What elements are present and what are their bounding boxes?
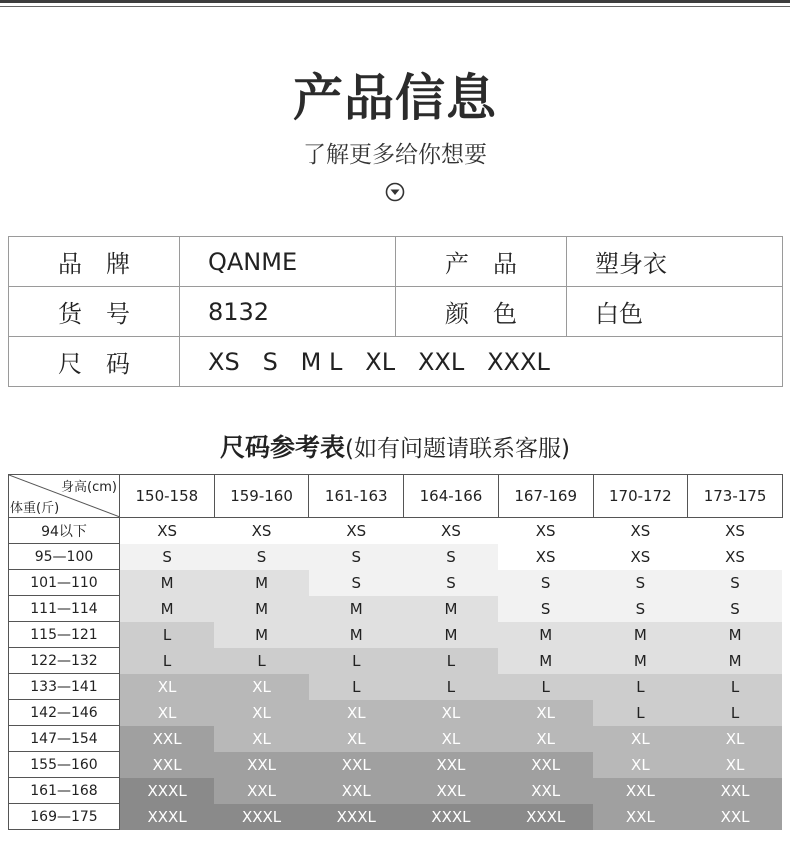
size-cell: XL (498, 726, 593, 752)
size-reference-table (8, 474, 783, 830)
product-label: 产 品 (396, 237, 567, 287)
size-cell: S (593, 596, 688, 622)
size-cell: S (498, 596, 593, 622)
size-cell: XXL (498, 752, 593, 778)
table-row (9, 700, 783, 726)
weight-row-label: 133—141 (9, 674, 120, 700)
size-cell: S (688, 570, 783, 596)
size-cell: XS (593, 518, 688, 544)
size-cell: L (120, 622, 215, 648)
size-cell: XXL (404, 778, 499, 804)
table-row (9, 518, 783, 544)
size-cell: XXXL (309, 804, 404, 830)
size-label: 尺 码 (9, 337, 180, 387)
size-cell: M (688, 622, 783, 648)
weight-row-label: 169—175 (9, 804, 120, 830)
size-cell: M (593, 622, 688, 648)
size-cell: M (688, 648, 783, 674)
info-row (9, 337, 783, 387)
size-cell: S (404, 544, 499, 570)
size-cell: L (688, 674, 783, 700)
size-cell: XL (120, 674, 215, 700)
size-cell: M (214, 622, 309, 648)
size-cell: XXXL (404, 804, 499, 830)
size-cell: L (214, 648, 309, 674)
size-cell: XXL (214, 752, 309, 778)
size-cell: L (309, 648, 404, 674)
size-cell: XS (593, 544, 688, 570)
info-row (9, 237, 783, 287)
size-cell: L (309, 674, 404, 700)
size-cell: S (309, 570, 404, 596)
size-cell: XXL (214, 778, 309, 804)
table-row (9, 570, 783, 596)
size-cell: L (593, 700, 688, 726)
chevron-down-circle-icon (385, 182, 405, 202)
size-cell: XL (404, 726, 499, 752)
size-cell: XL (593, 752, 688, 778)
table-row (9, 648, 783, 674)
height-axis-label: 身高(cm) (61, 480, 117, 495)
size-chart-title-note: (如有问题请联系客服) (345, 436, 570, 462)
size-cell: L (593, 674, 688, 700)
table-row (9, 674, 783, 700)
weight-row-label: 111—114 (9, 596, 120, 622)
weight-row-label: 122—132 (9, 648, 120, 674)
size-cell: XL (688, 752, 783, 778)
size-cell: M (498, 648, 593, 674)
size-cell: M (498, 622, 593, 648)
height-header-cell: 159-160 (214, 475, 309, 518)
table-row (9, 778, 783, 804)
brand-label: 品 牌 (9, 237, 180, 287)
table-row (9, 752, 783, 778)
size-cell: XS (404, 518, 499, 544)
table-row (9, 622, 783, 648)
size-cell: XS (498, 544, 593, 570)
size-value: XS S M L XL XXL XXXL (180, 337, 783, 387)
size-cell: XXXL (214, 804, 309, 830)
size-chart-title-bold: 尺码参考表 (220, 433, 346, 462)
height-header-cell: 164-166 (404, 475, 499, 518)
size-cell: XXL (688, 804, 783, 830)
size-cell: S (214, 544, 309, 570)
size-cell: XXL (688, 778, 783, 804)
item-number-label: 货 号 (9, 287, 180, 337)
size-cell: XS (688, 544, 783, 570)
size-cell: L (498, 674, 593, 700)
size-cell: S (688, 596, 783, 622)
size-cell: XXL (498, 778, 593, 804)
top-divider (0, 0, 790, 3)
color-value: 白色 (567, 287, 783, 337)
weight-row-label: 95—100 (9, 544, 120, 570)
size-cell: XXXL (498, 804, 593, 830)
size-cell: XL (214, 726, 309, 752)
height-header-cell: 173-175 (688, 475, 783, 518)
weight-row-label: 161—168 (9, 778, 120, 804)
size-cell: M (309, 596, 404, 622)
size-cell: XL (214, 700, 309, 726)
size-cell: XL (404, 700, 499, 726)
size-cell: L (404, 674, 499, 700)
page-subtitle: 了解更多给你想要 (303, 142, 487, 168)
product-value: 塑身衣 (567, 237, 783, 287)
color-label: 颜 色 (396, 287, 567, 337)
size-cell: XL (593, 726, 688, 752)
size-cell: M (214, 596, 309, 622)
height-header-cell: 161-163 (309, 475, 404, 518)
size-cell: S (120, 544, 215, 570)
size-cell: L (688, 700, 783, 726)
weight-row-label: 94以下 (9, 518, 120, 544)
size-cell: S (309, 544, 404, 570)
size-cell: XXL (120, 752, 215, 778)
size-cell: S (593, 570, 688, 596)
size-cell: XS (498, 518, 593, 544)
page-title: 产品信息 (293, 69, 497, 127)
size-cell: L (404, 648, 499, 674)
product-info-table (8, 236, 783, 387)
size-cell: XS (309, 518, 404, 544)
top-divider-thin (0, 6, 790, 7)
size-cell: L (120, 648, 215, 674)
table-row (9, 804, 783, 830)
size-table-header (9, 475, 783, 518)
table-row (9, 726, 783, 752)
size-cell: XS (120, 518, 215, 544)
weight-row-label: 101—110 (9, 570, 120, 596)
size-cell: XXL (404, 752, 499, 778)
brand-value: QANME (180, 237, 396, 287)
table-row (9, 544, 783, 570)
size-cell: XL (688, 726, 783, 752)
size-cell: M (214, 570, 309, 596)
size-table-corner (9, 475, 120, 518)
size-cell: M (309, 622, 404, 648)
height-header-cell: 170-172 (593, 475, 688, 518)
size-cell: XXL (309, 778, 404, 804)
size-cell: XXL (593, 778, 688, 804)
size-cell: XXXL (120, 778, 215, 804)
item-number-value: 8132 (180, 287, 396, 337)
size-cell: XXL (593, 804, 688, 830)
size-cell: XXL (120, 726, 215, 752)
size-chart-title (0, 428, 790, 464)
size-cell: M (120, 596, 215, 622)
size-cell: XS (214, 518, 309, 544)
table-row (9, 596, 783, 622)
size-cell: M (593, 648, 688, 674)
size-cell: XS (688, 518, 783, 544)
size-cell: XL (498, 700, 593, 726)
size-cell: XL (214, 674, 309, 700)
size-cell: M (404, 596, 499, 622)
size-cell: XL (120, 700, 215, 726)
size-cell: XXXL (120, 804, 215, 830)
size-cell: XL (309, 700, 404, 726)
height-header-cell: 150-158 (120, 475, 215, 518)
size-cell: XXL (309, 752, 404, 778)
size-cell: S (498, 570, 593, 596)
weight-row-label: 147—154 (9, 726, 120, 752)
weight-row-label: 142—146 (9, 700, 120, 726)
size-cell: M (404, 622, 499, 648)
weight-axis-label: 体重(斤) (10, 501, 60, 516)
size-cell: XL (309, 726, 404, 752)
weight-row-label: 155—160 (9, 752, 120, 778)
size-cell: S (404, 570, 499, 596)
weight-row-label: 115—121 (9, 622, 120, 648)
size-cell: M (120, 570, 215, 596)
info-row (9, 287, 783, 337)
height-header-cell: 167-169 (498, 475, 593, 518)
